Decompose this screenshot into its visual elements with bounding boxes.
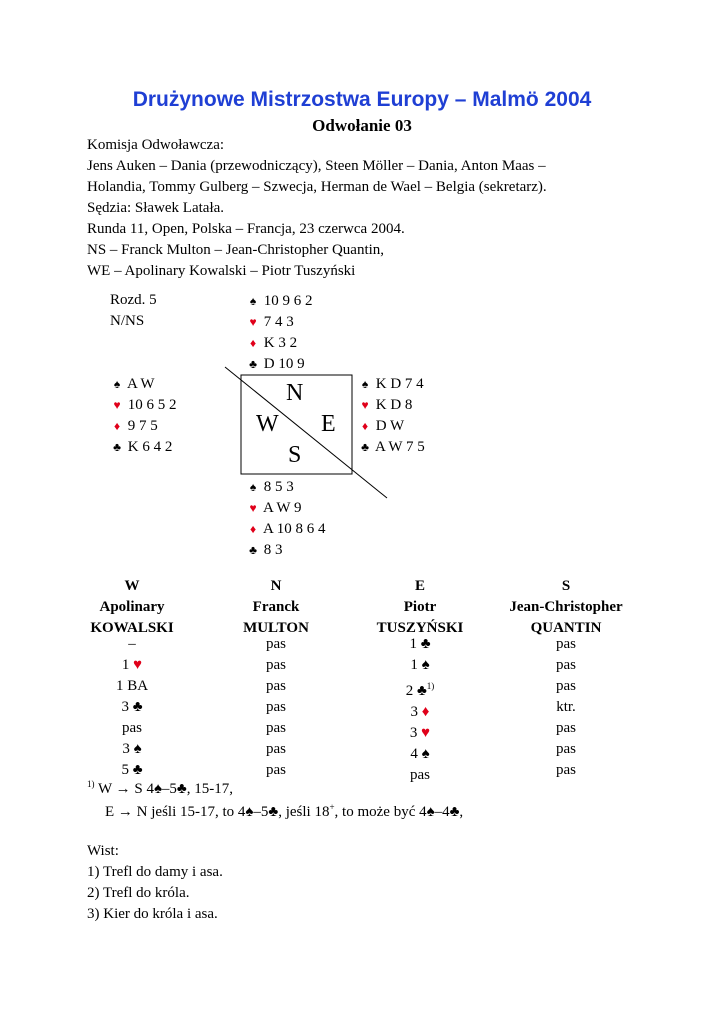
diamond-icon: ♦ [249,336,257,350]
lead-label: Wist: [87,843,119,859]
compass-south: S [288,442,302,468]
heart-icon: ♥ [113,398,121,412]
bid: pas [266,720,286,736]
south-diamonds: A 10 8 6 4 [262,521,326,537]
east-clubs: A W 7 5 [374,439,425,455]
west-clubs: K 6 4 2 [127,439,173,455]
south-clubs: 8 3 [263,542,283,558]
player-last-name: QUANTIN [530,620,602,636]
bid: pas [266,636,286,652]
heart-icon: ♥ [249,315,257,329]
board-number: Rozd. 5 [110,292,157,308]
bid: pas [266,678,286,694]
player-first-name: Jean-Christopher [509,599,623,615]
heart-icon: ♥ [249,501,257,515]
bid: pas [266,741,286,757]
bid: 3 ♣ [121,699,143,715]
bidding-column-west [57,634,207,781]
west-diamonds: 9 7 5 [127,418,158,434]
bidding-column-east [345,634,495,786]
bid: pas [266,762,286,778]
seat-label: S [561,578,571,594]
dealer-vulnerability: N/NS [110,313,145,329]
west-hearts: 10 6 5 2 [127,397,177,413]
bid: pas [266,699,286,715]
spade-icon: ♠ [249,480,257,494]
we-pair-line: WE – Apolinary Kowalski – Piotr Tuszyński [87,263,356,279]
bid: 2 ♣ [405,683,427,699]
lead-item: 3) Kier do króla i asa. [87,906,218,922]
bid: pas [556,657,576,673]
superscript-plus: + [329,802,335,812]
lead-item: 1) Trefl do damy i asa. [87,864,223,880]
bidding-column-north [201,634,351,781]
bid: pas [556,678,576,694]
page-subtitle: Odwołanie 03 [312,116,412,135]
committee-line-2: Holandia, Tommy Gulberg – Szwecja, Herman de Wael – Belgia (sekretarz). [87,179,547,195]
bid-with-footnote [345,676,495,702]
south-spades: 8 5 3 [263,479,294,495]
west-spades: A W [126,376,155,392]
director-line: Sędzia: Sławek Latała. [87,200,225,216]
committee-label: Komisja Odwoławcza: [87,137,225,153]
footnote-text: W → S 4♠–5♣, 15-17, [97,781,234,797]
north-diamonds: K 3 2 [263,335,298,351]
compass-east: E [321,411,336,437]
east-diamonds: D W [375,418,405,434]
player-last-name: KOWALSKI [90,620,174,636]
footnote-line-2 [105,802,463,821]
bid: pas [556,741,576,757]
footnote-mark: 1) [87,779,95,789]
heart-icon: ♥ [361,398,369,412]
bid: 1 ♠ [410,657,430,673]
compass-north: N [286,380,304,406]
spade-icon: ♠ [361,377,369,391]
bid: pas [122,720,142,736]
ns-pair-line: NS – Franck Multon – Jean-Christopher Quantin, [87,242,385,258]
north-hearts: 7 4 3 [263,314,294,330]
bid: – [128,636,136,652]
compass-diagonal [225,367,387,498]
footnote-text: , to może być 4♠–4♣, [334,804,464,820]
player-last-name: TUSZYŃSKI [376,620,464,636]
bid: pas [556,720,576,736]
bid: 1 ♥ [121,657,143,673]
diamond-icon: ♦ [361,419,369,433]
page-title: Drużynowe Mistrzostwa Europy – Malmö 2004 [132,88,592,111]
bid: pas [410,767,430,783]
seat-label: N [270,578,282,594]
compass-west: W [256,411,279,437]
club-icon: ♣ [361,440,369,454]
club-icon: ♣ [113,440,121,454]
footnote-text: E → N jeśli 15-17, to 4♠–5♣, jeśli 18 [105,804,330,820]
bidding-column-south [491,634,641,781]
bid: pas [556,636,576,652]
spade-icon: ♠ [113,377,121,391]
bid: 1 BA [115,678,149,694]
seat-label: W [124,578,140,594]
round-line: Runda 11, Open, Polska – Francja, 23 czerwca 2004. [87,221,405,237]
bidding-header-west [57,576,207,639]
south-hearts: A W 9 [262,500,302,516]
north-spades: 10 9 6 2 [263,293,313,309]
lead-item: 2) Trefl do króla. [87,885,190,901]
bid: 1 ♣ [409,636,431,652]
east-hearts: K D 8 [375,397,413,413]
player-first-name: Franck [252,599,300,615]
bid: ktr. [556,699,576,715]
seat-label: E [414,578,425,594]
bid: 3 ♠ [122,741,142,757]
east-spades: K D 7 4 [375,376,424,392]
player-first-name: Piotr [403,599,437,615]
bidding-header-east [345,576,495,639]
diamond-icon: ♦ [113,419,121,433]
north-clubs: D 10 9 [263,356,305,372]
bidding-header-south [491,576,641,639]
bidding-header-north [201,576,351,639]
club-icon: ♣ [249,357,257,371]
footnote-mark: 1) [426,681,435,691]
club-icon: ♣ [249,543,257,557]
committee-line-1: Jens Auken – Dania (przewodniczący), Steen Möller – Dania, Anton Maas – [87,158,546,174]
player-last-name: MULTON [243,620,309,636]
footnote-line-1 [87,779,233,798]
diamond-icon: ♦ [249,522,257,536]
bid: pas [556,762,576,778]
spade-icon: ♠ [249,294,257,308]
bid: 3 ♦ [410,704,430,720]
bid: 4 ♠ [410,746,430,762]
bid: 5 ♣ [121,762,143,778]
bid: 3 ♥ [409,725,431,741]
player-first-name: Apolinary [99,599,165,615]
bid: pas [266,657,286,673]
